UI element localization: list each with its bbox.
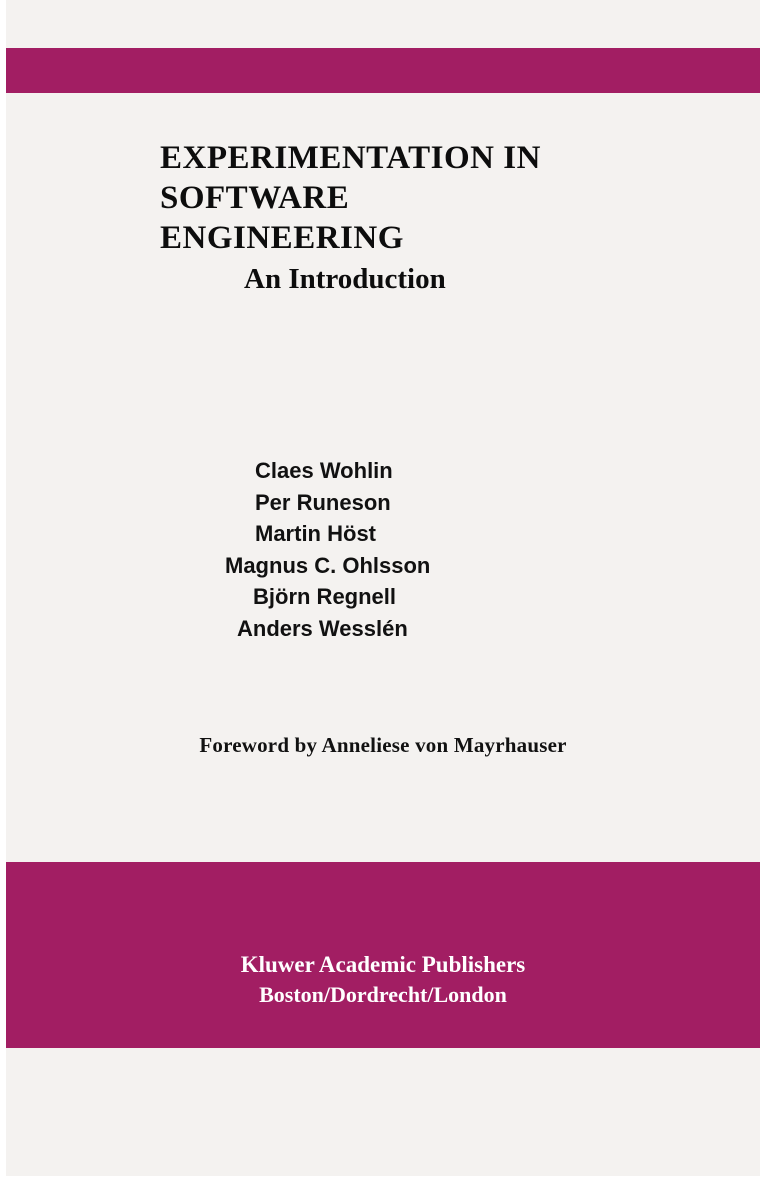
title-line-2: SOFTWARE	[160, 180, 350, 216]
author-name: Björn Regnell	[253, 584, 397, 609]
top-color-band	[6, 48, 760, 93]
publisher-cities: Boston/Dordrecht/London	[259, 982, 507, 1007]
foreword-credit: Foreword by Anneliese von Mayrhauser	[199, 733, 567, 757]
author-name: Claes Wohlin	[255, 458, 393, 483]
author-list	[225, 455, 675, 644]
publisher-name: Kluwer Academic Publishers	[240, 952, 526, 977]
author-name: Martin Höst	[255, 521, 376, 546]
author-name: Magnus C. Ohlsson	[225, 552, 431, 578]
title-line-1: EXPERIMENTATION IN	[160, 140, 541, 176]
subtitle: An Introduction	[244, 263, 446, 295]
title-line-3: ENGINEERING	[160, 220, 404, 256]
publisher-block	[0, 950, 766, 1010]
title-block	[160, 138, 680, 300]
author-name: Anders Wesslén	[237, 615, 408, 641]
author-name: Per Runeson	[255, 489, 391, 515]
